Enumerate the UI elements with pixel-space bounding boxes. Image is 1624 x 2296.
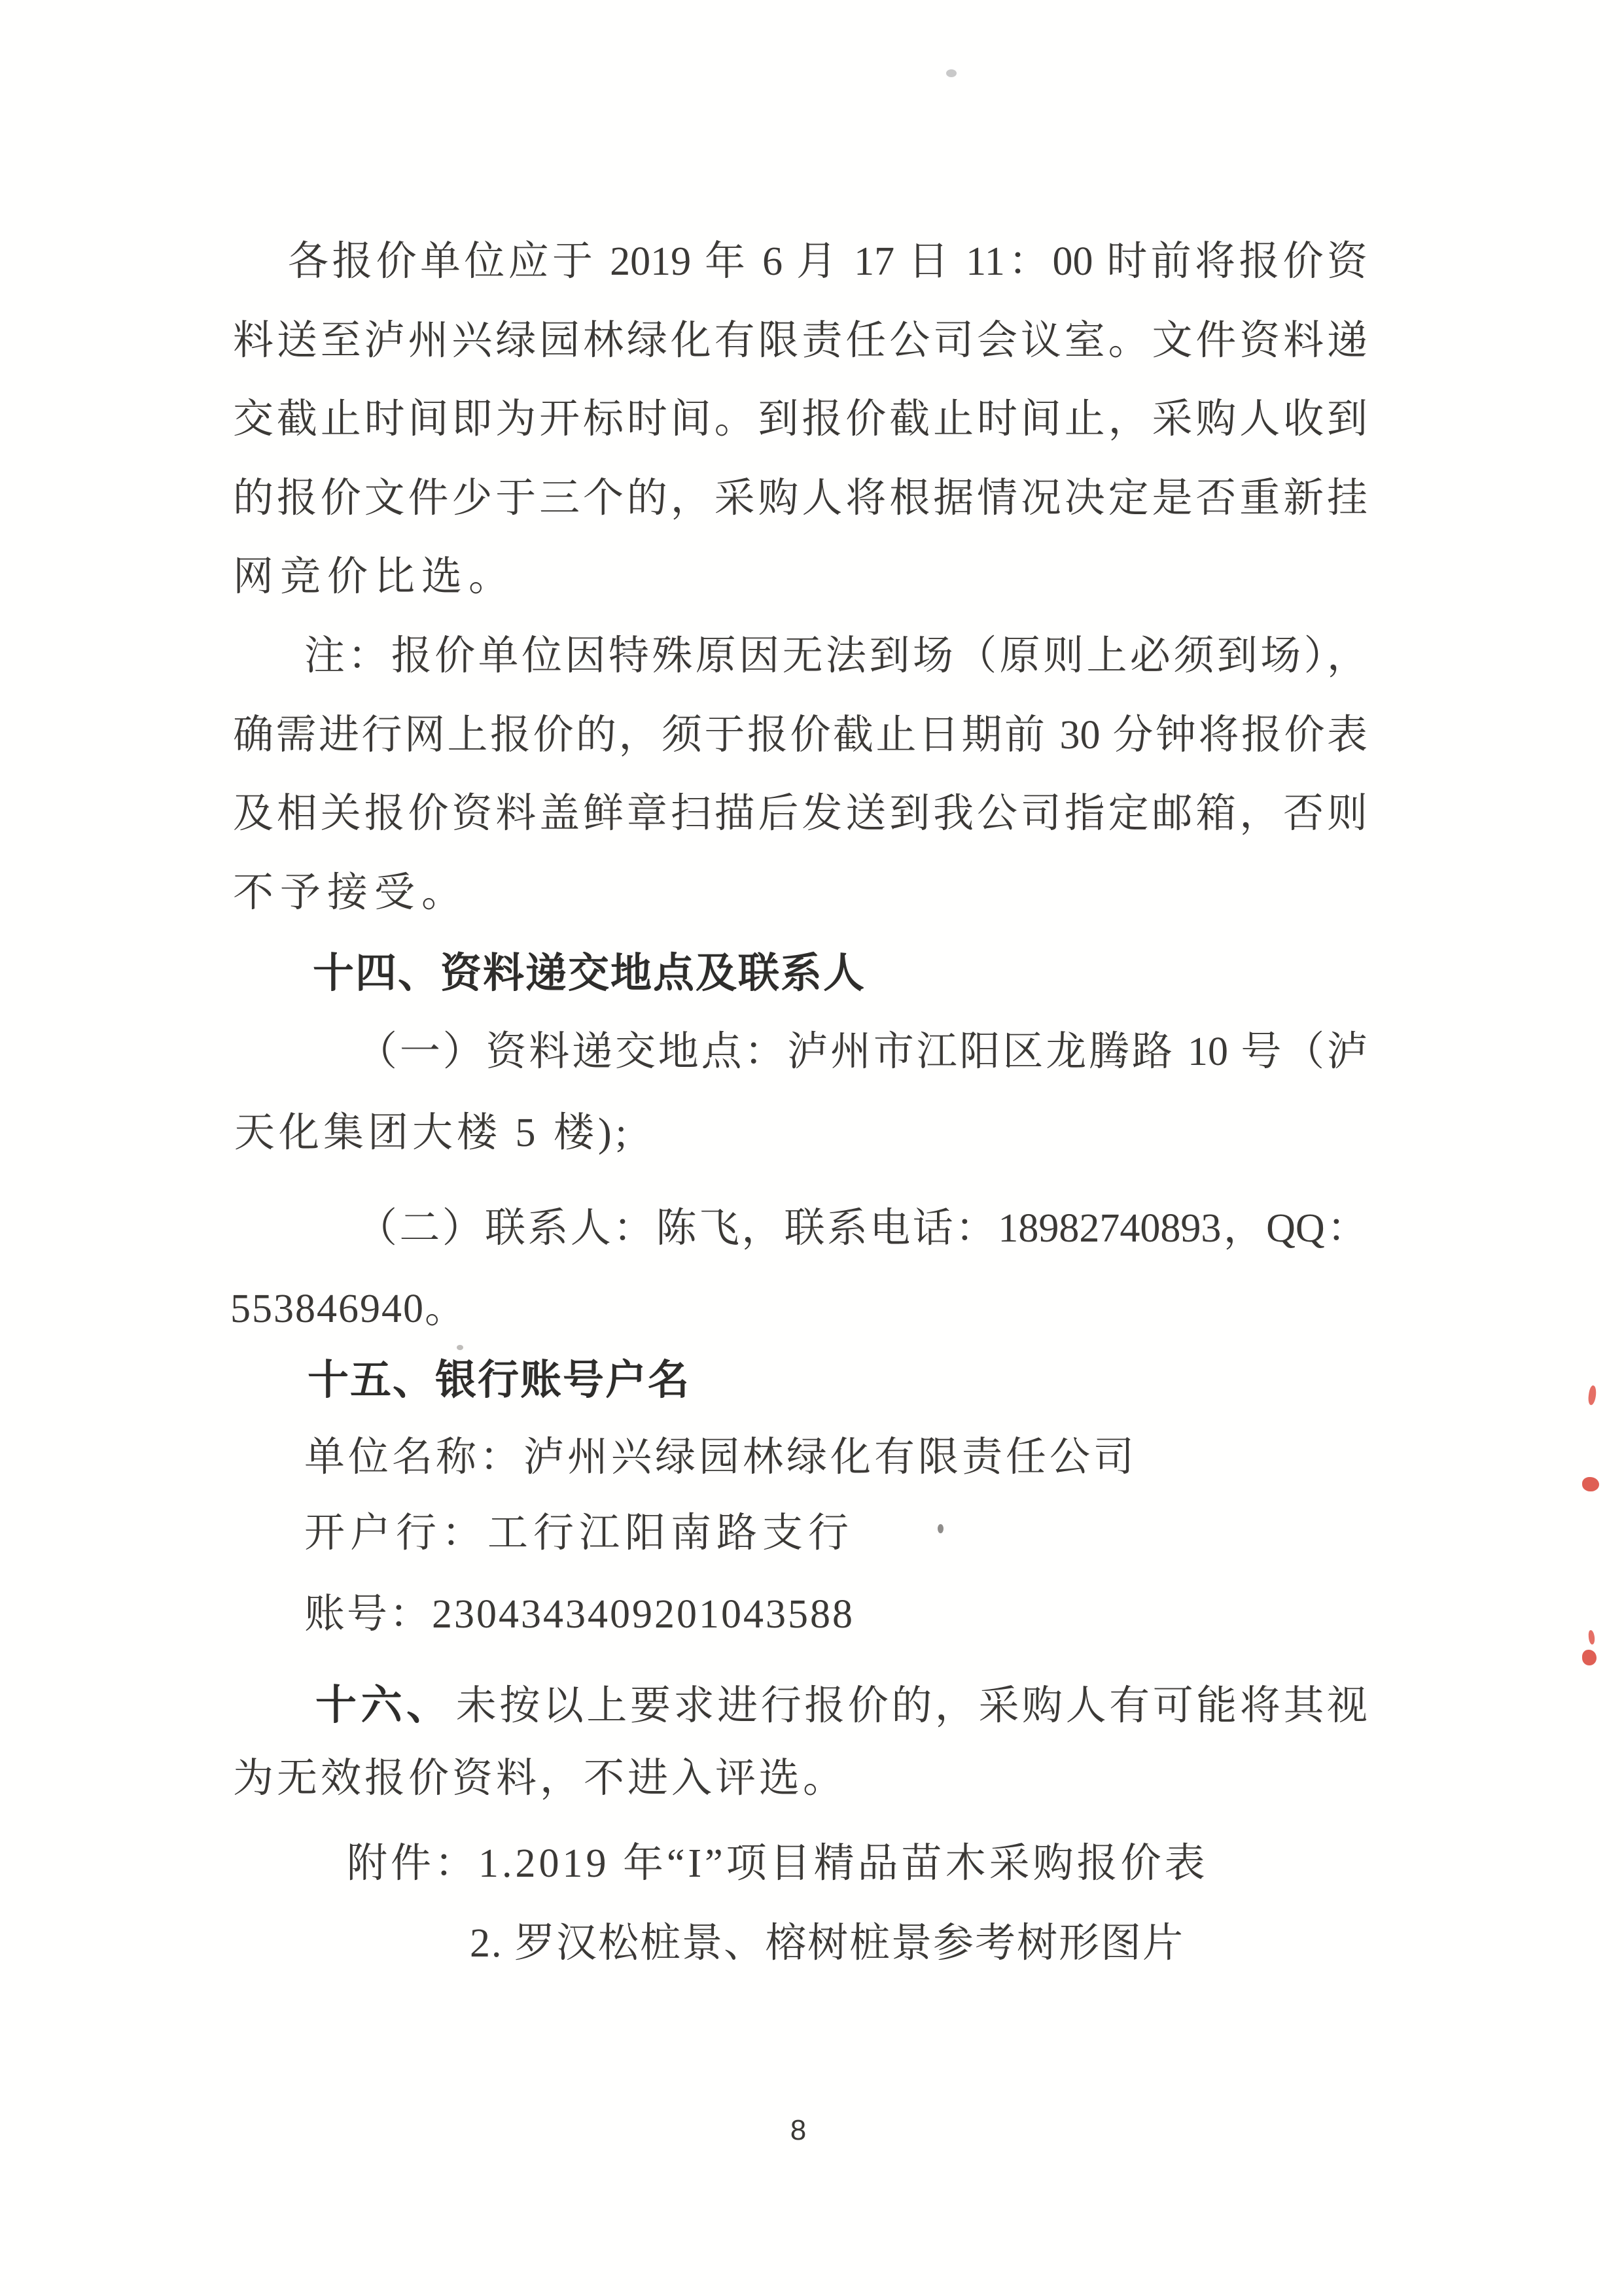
attachment-item-1: 附件：1.2019 年“I”项目精品苗木采购报价表 xyxy=(347,1841,1209,1886)
page-number: 8 xyxy=(790,2114,807,2146)
attachment-item-2: 2. 罗汉松桩景、榕树桩景参考树形图片 xyxy=(470,1921,1185,1966)
para-note-line-3: 及相关报价资料盖鲜章扫描后发送到我公司指定邮箱，否则 xyxy=(233,791,1368,836)
red-ink-speck xyxy=(1582,1650,1597,1665)
para-note-line-1: 注：报价单位因特殊原因无法到场（原则上必须到场）， xyxy=(304,634,1368,678)
section-heading-15: 十五、银行账号户名 xyxy=(308,1357,690,1403)
para-address-line-2: 天化集团大楼 5 楼); xyxy=(234,1111,631,1155)
para-contact-line-2: 553846940。 xyxy=(230,1287,467,1331)
para-invalid-line-1 xyxy=(315,1682,1368,1730)
red-ink-speck xyxy=(1587,1385,1597,1405)
para-deadline-line-2: 料送至泸州兴绿园林绿化有限责任公司会议室。文件资料递 xyxy=(233,319,1368,363)
scan-speck xyxy=(946,69,957,77)
bank-account-number: 账号：2304343409201043588 xyxy=(304,1592,855,1637)
para-deadline-line-1: 各报价单位应于 2019 年 6 月 17 日 11：00 时前将报价资 xyxy=(288,239,1368,284)
para-note-line-2: 确需进行网上报价的，须于报价截止日期前 30 分钟将报价表 xyxy=(233,713,1368,757)
scan-speck xyxy=(457,1345,463,1350)
para-address-line-1: （一）资料递交地点：泸州市江阳区龙腾路 10 号（泸 xyxy=(357,1030,1368,1074)
para-note-line-4: 不予接受。 xyxy=(233,871,469,915)
para-invalid-line-2: 为无效报价资料，不进入评选。 xyxy=(233,1756,847,1801)
bank-account-name: 单位名称：泸州兴绿园林绿化有限责任公司 xyxy=(304,1435,1138,1480)
para-contact-line-1: （二）联系人：陈飞，联系电话：18982740893，QQ： xyxy=(357,1206,1368,1251)
red-ink-speck xyxy=(1588,1630,1595,1645)
bank-branch: 开户行：工行江阳南路支行 xyxy=(304,1511,855,1556)
section-heading-14: 十四、资料递交地点及联系人 xyxy=(313,950,866,996)
para-invalid-text: 未按以上要求进行报价的，采购人有可能将其视 xyxy=(455,1684,1368,1728)
red-ink-speck xyxy=(1582,1477,1599,1491)
para-deadline-line-5: 网竞价比选。 xyxy=(233,555,516,599)
para-deadline-line-3: 交截止时间即为开标时间。到报价截止时间止，采购人收到 xyxy=(233,397,1368,442)
section-heading-16: 十六、 xyxy=(315,1682,452,1728)
scan-speck xyxy=(938,1524,944,1533)
para-deadline-line-4: 的报价文件少于三个的，采购人将根据情况决定是否重新挂 xyxy=(233,476,1368,521)
